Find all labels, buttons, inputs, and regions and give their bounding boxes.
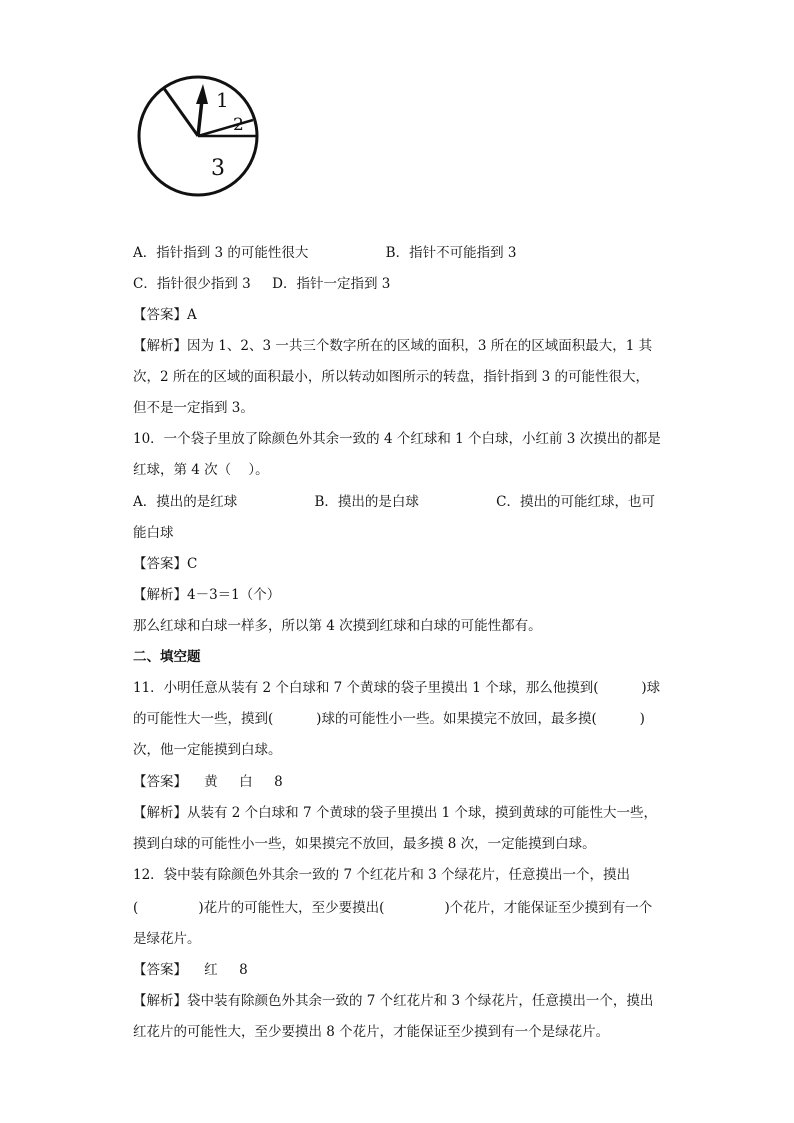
q10-stem-line-1: 10．一个袋子里放了除颜色外其余一致的 4 个红球和 1 个白球，小红前 3 次摸出的都是 xyxy=(133,431,661,447)
q11-answer: 【答案】 黄 白 8 xyxy=(133,774,283,790)
q12-explanation-line-1: 【解析】袋中装有除颜色外其余一致的 7 个红花片和 3 个绿花片，任意摸出一个，摸出 xyxy=(133,993,654,1009)
q12-stem-line-1: 12．袋中装有除颜色外其余一致的 7 个红花片和 3 个绿花片，任意摸出一个，摸出 xyxy=(133,867,631,883)
divider-line-1-3 xyxy=(163,87,198,136)
divider-line-1-2 xyxy=(198,120,253,136)
region-label-3: 3 xyxy=(211,156,225,181)
q10-options-line-1: A．摸出的是红球 B．摸出的是白球 C．摸出的可能红球，也可 xyxy=(133,494,655,510)
q10-options-line-2: 能白球 xyxy=(133,525,174,541)
q9-options-cd: C．指针很少指到 3 D．指针一定指到 3 xyxy=(133,276,391,292)
pointer-shaft xyxy=(198,100,202,136)
q9-explanation-line-3: 但不是一定指到 3。 xyxy=(133,400,254,416)
q12-answer: 【答案】 红 8 xyxy=(133,962,248,978)
q11-stem-line-1: 11．小明任意从装有 2 个白球和 7 个黄球的袋子里摸出 1 个球，那么他摸到( )球 xyxy=(133,680,661,696)
q10-explanation-line-1: 【解析】4－3＝1（个） xyxy=(133,587,281,603)
q11-explanation-line-2: 摸到白球的可能性小一些，如果摸完不放回，最多摸 8 次，一定能摸到白球。 xyxy=(133,836,596,852)
q11-stem-line-3: 次，他一定能摸到白球。 xyxy=(133,742,282,758)
q9-answer: 【答案】A xyxy=(133,307,197,323)
q9-options-ab: A．指针指到 3 的可能性很大 B．指针不可能指到 3 xyxy=(133,245,517,261)
q9-explanation-line-1: 【解析】因为 1、2、3 一共三个数字所在的区域的面积，3 所在的区域面积最大，1 其 xyxy=(133,338,653,354)
section-title: 二、填空题 xyxy=(133,649,201,665)
q12-stem-line-2: ( )花片的可能性大，至少要摸出( )个花片，才能保证至少摸到有一个 xyxy=(133,900,653,916)
pointer-arrowhead xyxy=(196,84,208,104)
q10-answer: 【答案】C xyxy=(133,556,198,572)
spinner-figure xyxy=(135,72,261,200)
q11-explanation-line-1: 【解析】从装有 2 个白球和 7 个黄球的袋子里摸出 1 个球，摸到黄球的可能性大一些， xyxy=(133,805,658,821)
q9-explanation-line-2: 次，2 所在的区域的面积最小，所以转动如图所示的转盘，指针指到 3 的可能性很大， xyxy=(133,369,650,385)
q10-stem-line-2: 红球，第 4 次（ ）。 xyxy=(133,462,269,478)
q11-stem-line-2: 的可能性大一些，摸到( )球的可能性小一些。如果摸完不放回，最多摸( ) xyxy=(133,711,645,727)
q10-explanation-line-2: 那么红球和白球一样多，所以第 4 次摸到红球和白球的可能性都有。 xyxy=(133,618,542,634)
q12-explanation-line-2: 红花片的可能性大，至少要摸出 8 个花片，才能保证至少摸到有一个是绿花片。 xyxy=(133,1024,610,1040)
region-label-2: 2 xyxy=(233,115,244,135)
q12-stem-line-3: 是绿花片。 xyxy=(133,931,201,947)
region-label-1: 1 xyxy=(216,88,229,112)
